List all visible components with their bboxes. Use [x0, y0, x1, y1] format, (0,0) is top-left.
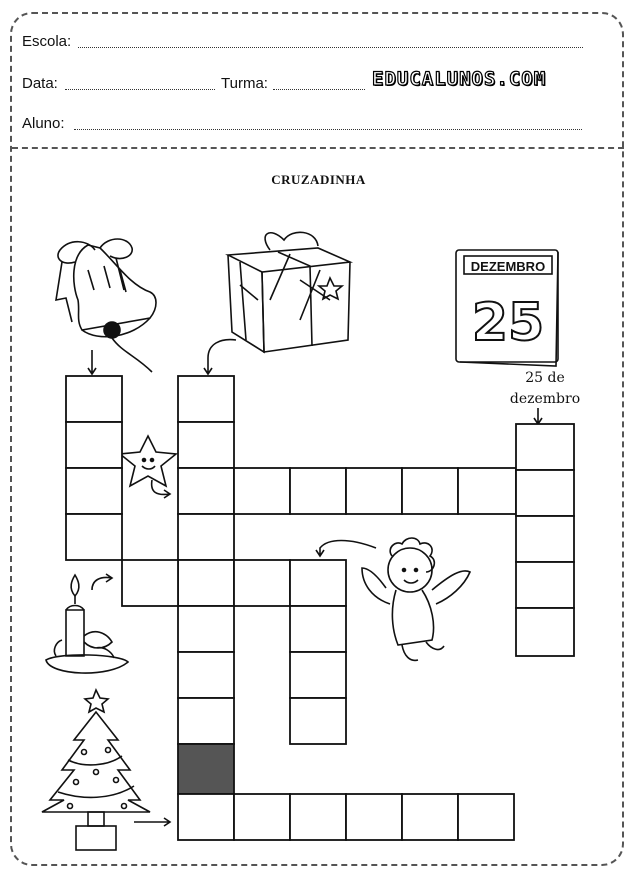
crossword-cell[interactable]: [178, 652, 234, 698]
crossword-cell[interactable]: [178, 422, 234, 468]
crossword-cell[interactable]: [178, 514, 234, 560]
crossword-cell[interactable]: [178, 794, 234, 840]
crossword-cell[interactable]: [234, 794, 290, 840]
christmas-tree-icon: [42, 690, 150, 850]
crossword-cell[interactable]: [402, 468, 458, 514]
crossword-cell[interactable]: [66, 376, 122, 422]
crossword-cell[interactable]: [290, 652, 346, 698]
date-caption-line2: dezembro: [509, 391, 581, 407]
crossword-cell[interactable]: [234, 468, 290, 514]
candle-icon: [46, 575, 128, 673]
crossword-cell[interactable]: [66, 422, 122, 468]
crossword-cell[interactable]: [122, 560, 178, 606]
crossword-grid: [66, 376, 574, 840]
crossword-cell[interactable]: [516, 608, 574, 656]
date-label: Data:: [22, 75, 58, 92]
crossword-cell[interactable]: [178, 560, 234, 606]
calendar-month: DEZEMBRO: [470, 259, 546, 274]
crossword-cell[interactable]: [178, 606, 234, 652]
crossword-cell[interactable]: [66, 468, 122, 514]
crossword-cell[interactable]: [516, 424, 574, 470]
student-label: Aluno:: [22, 115, 65, 132]
crossword-cell[interactable]: [346, 468, 402, 514]
brand-logo: EDUCALUNOS.COM: [372, 68, 547, 90]
angel-icon: [362, 538, 470, 660]
school-label: Escola:: [22, 33, 72, 50]
page-title: CRUZADINHA: [271, 172, 366, 187]
crossword-cell[interactable]: [66, 514, 122, 560]
crossword-cell[interactable]: [290, 698, 346, 744]
bell-icon: [56, 239, 156, 372]
crossword-cell[interactable]: [290, 468, 346, 514]
gift-icon: [228, 232, 350, 352]
calendar-day: 25: [471, 293, 545, 353]
crossword-cell[interactable]: [178, 376, 234, 422]
calendar-icon: [456, 250, 558, 366]
crossword-cell[interactable]: [346, 794, 402, 840]
star-icon: [120, 436, 176, 486]
crossword-cell[interactable]: [458, 794, 514, 840]
crossword-cell[interactable]: [290, 606, 346, 652]
crossword-cell[interactable]: [516, 516, 574, 562]
crossword-cell[interactable]: [178, 698, 234, 744]
crossword-cell[interactable]: [234, 560, 290, 606]
crossword-cell[interactable]: [516, 562, 574, 608]
class-label: Turma:: [221, 75, 268, 92]
crossword-cell[interactable]: [516, 470, 574, 516]
crossword-cell[interactable]: [290, 794, 346, 840]
crossword-cell[interactable]: [178, 468, 234, 514]
crossword-cell[interactable]: [458, 468, 516, 514]
date-caption-line1: 25 de: [525, 370, 565, 386]
crossword-cell[interactable]: [290, 560, 346, 606]
crossword-cell[interactable]: [402, 794, 458, 840]
crossword-shaded-cell: [178, 744, 234, 794]
